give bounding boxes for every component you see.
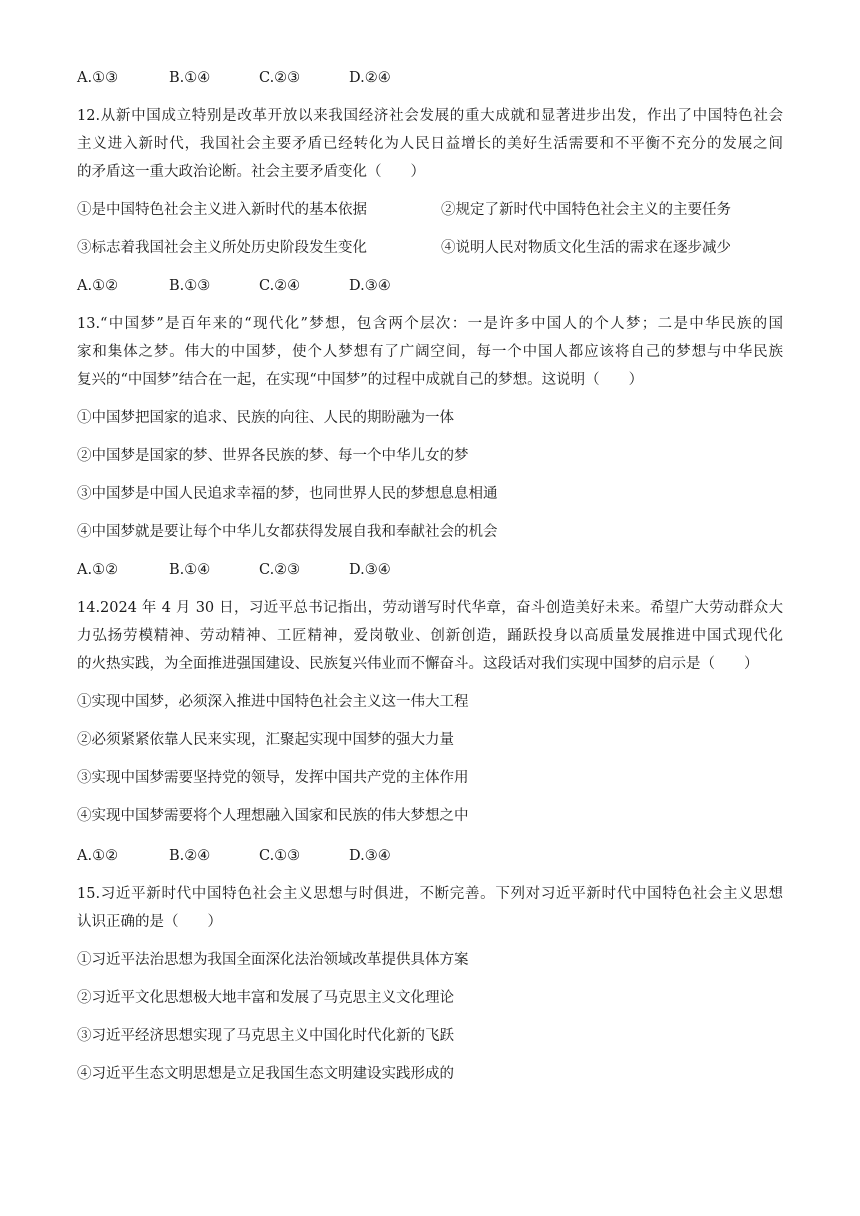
q14-stem-line-1: 14.2024 年 4 月 30 日，习近平总书记指出，劳动谱写时代华章，奋斗创造美好未来。希望广大劳动群众大 xyxy=(77,600,783,616)
q11-option-b[interactable]: B.①④ xyxy=(169,70,211,86)
q14-statement-4: ④实现中国梦需要将个人理想融入国家和民族的伟大梦想之中 xyxy=(77,808,469,824)
q14-option-d[interactable]: D.③④ xyxy=(349,848,391,864)
q15-stem-line-1: 15.习近平新时代中国特色社会主义思想与时俱进，不断完善。下列对习近平新时代中国特色社会主义思想 xyxy=(77,886,783,902)
q13-options xyxy=(77,560,497,580)
q12-option-d[interactable]: D.③④ xyxy=(349,278,391,294)
q11-option-c[interactable]: C.②③ xyxy=(259,70,301,86)
q13-option-c[interactable]: C.②③ xyxy=(259,562,301,578)
q12-statement-2: ②规定了新时代中国特色社会主义的主要任务 xyxy=(441,202,731,218)
q13-stem-line-1: 13.“中国梦”是百年来的“现代化”梦想，包含两个层次：一是许多中国人的个人梦；二是中华民族的国 xyxy=(77,316,783,332)
q12-option-a[interactable]: A.①② xyxy=(77,278,119,294)
q14-statement-1: ①实现中国梦，必须深入推进中国特色社会主义这一伟大工程 xyxy=(77,694,469,710)
q13-statement-1: ①中国梦把国家的追求、民族的向往、人民的期盼融为一体 xyxy=(77,410,454,426)
q14-stem-line-2: 力弘扬劳模精神、劳动精神、工匠精神，爱岗敬业、创新创造，踊跃投身以高质量发展推进中国式现代化 xyxy=(77,628,783,644)
q12-option-b[interactable]: B.①③ xyxy=(169,278,211,294)
q12-statements-row-2 xyxy=(77,238,783,258)
q14-options xyxy=(77,846,497,866)
q12-statement-1: ①是中国特色社会主义进入新时代的基本依据 xyxy=(77,202,367,218)
q15-statement-2: ②习近平文化思想极大地丰富和发展了马克思主义文化理论 xyxy=(77,990,454,1006)
q12-statement-4: ④说明人民对物质文化生活的需求在逐步减少 xyxy=(441,240,731,256)
q14-statement-2: ②必须紧紧依靠人民来实现，汇聚起实现中国梦的强大力量 xyxy=(77,732,454,748)
q15-statement-1: ①习近平法治思想为我国全面深化法治领域改革提供具体方案 xyxy=(77,952,469,968)
q13-stem-line-3: 复兴的“中国梦”结合在一起，在实现“中国梦”的过程中成就自己的梦想。这说明（ ） xyxy=(77,372,644,388)
q12-stem-line-3: 的矛盾这一重大政治论断。社会主要矛盾变化（ ） xyxy=(77,164,425,180)
q12-options xyxy=(77,276,497,296)
q15-stem-line-2: 认识正确的是（ ） xyxy=(77,914,222,930)
q13-stem-line-2: 家和集体之梦。伟大的中国梦，使个人梦想有了广阔空间，每一个中国人都应该将自己的梦想与中华民族 xyxy=(77,344,783,360)
q14-option-b[interactable]: B.②④ xyxy=(169,848,211,864)
q11-option-a[interactable]: A.①③ xyxy=(77,70,119,86)
q15-statement-4: ④习近平生态文明思想是立足我国生态文明建设实践形成的 xyxy=(77,1066,454,1082)
q14-option-a[interactable]: A.①② xyxy=(77,848,119,864)
q14-statement-3: ③实现中国梦需要坚持党的领导，发挥中国共产党的主体作用 xyxy=(77,770,469,786)
q12-statements-row-1 xyxy=(77,200,783,220)
q15-statement-3: ③习近平经济思想实现了马克思主义中国化时代化新的飞跃 xyxy=(77,1028,454,1044)
q12-option-c[interactable]: C.②④ xyxy=(259,278,301,294)
q13-option-a[interactable]: A.①② xyxy=(77,562,119,578)
q14-option-c[interactable]: C.①③ xyxy=(259,848,301,864)
q13-statement-3: ③中国梦是中国人民追求幸福的梦，也同世界人民的梦想息息相通 xyxy=(77,486,498,502)
q11-options xyxy=(77,68,497,88)
q14-stem-line-3: 的火热实践，为全面推进强国建设、民族复兴伟业而不懈奋斗。这段话对我们实现中国梦的启示是（ ） xyxy=(77,656,759,672)
q11-option-d[interactable]: D.②④ xyxy=(349,70,391,86)
q13-option-d[interactable]: D.③④ xyxy=(349,562,391,578)
q12-stem-line-1: 12.从新中国成立特别是改革开放以来我国经济社会发展的重大成就和显著进步出发，作出了中国特色社会 xyxy=(77,108,783,124)
q13-statement-2: ②中国梦是国家的梦、世界各民族的梦、每一个中华儿女的梦 xyxy=(77,448,469,464)
q13-option-b[interactable]: B.①④ xyxy=(169,562,211,578)
q12-stem-line-2: 主义进入新时代，我国社会主要矛盾已经转化为人民日益增长的美好生活需要和不平衡不充分的发展之间 xyxy=(77,136,783,152)
q12-statement-3: ③标志着我国社会主义所处历史阶段发生变化 xyxy=(77,240,367,256)
q13-statement-4: ④中国梦就是要让每个中华儿女都获得发展自我和奉献社会的机会 xyxy=(77,524,498,540)
